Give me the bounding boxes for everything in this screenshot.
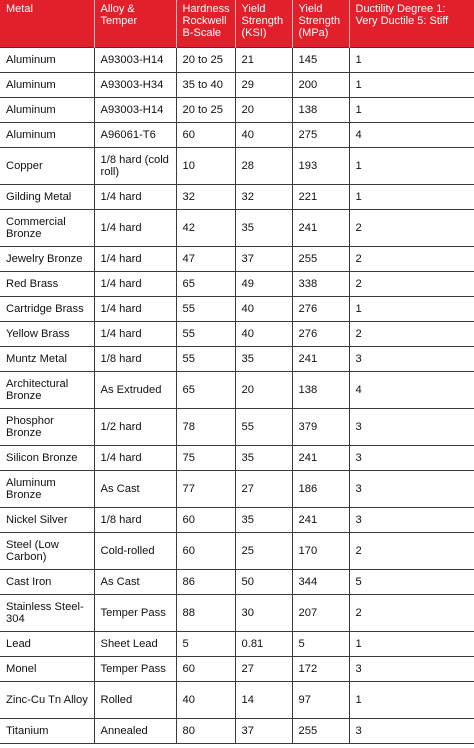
- cell-hardness: 42: [176, 210, 235, 247]
- cell-yield-ksi: 40: [235, 297, 292, 322]
- cell-yield-ksi: 40: [235, 123, 292, 148]
- cell-metal: Aluminum: [0, 48, 94, 73]
- header-metal: Metal: [0, 0, 94, 48]
- cell-ductility: 2: [349, 272, 474, 297]
- cell-yield-mpa: 344: [292, 570, 349, 595]
- cell-metal: Yellow Brass: [0, 322, 94, 347]
- cell-metal: Lead: [0, 632, 94, 657]
- table-row: [0, 272, 474, 297]
- cell-alloy-temper: Annealed: [94, 719, 176, 744]
- cell-yield-mpa: 145: [292, 48, 349, 73]
- cell-metal: Commercial Bronze: [0, 210, 94, 247]
- cell-ductility: 5: [349, 570, 474, 595]
- cell-yield-ksi: 30: [235, 595, 292, 632]
- cell-alloy-temper: Rolled: [94, 682, 176, 719]
- cell-ductility: 3: [349, 719, 474, 744]
- table-body: [0, 48, 474, 744]
- cell-ductility: 4: [349, 123, 474, 148]
- cell-metal: Aluminum: [0, 98, 94, 123]
- cell-hardness: 80: [176, 719, 235, 744]
- cell-alloy-temper: 1/8 hard: [94, 347, 176, 372]
- cell-alloy-temper: A93003-H14: [94, 98, 176, 123]
- header-alloy-temper: Alloy & Temper: [94, 0, 176, 48]
- cell-yield-mpa: 186: [292, 471, 349, 508]
- cell-metal: Monel: [0, 657, 94, 682]
- cell-yield-mpa: 241: [292, 347, 349, 372]
- cell-yield-ksi: 20: [235, 98, 292, 123]
- cell-metal: Gilding Metal: [0, 185, 94, 210]
- cell-hardness: 75: [176, 446, 235, 471]
- cell-yield-mpa: 241: [292, 446, 349, 471]
- cell-hardness: 10: [176, 148, 235, 185]
- cell-yield-ksi: 35: [235, 508, 292, 533]
- table-row: [0, 446, 474, 471]
- cell-alloy-temper: Sheet Lead: [94, 632, 176, 657]
- cell-metal: Architectural Bronze: [0, 372, 94, 409]
- cell-alloy-temper: Temper Pass: [94, 595, 176, 632]
- cell-yield-ksi: 50: [235, 570, 292, 595]
- cell-metal: Aluminum: [0, 73, 94, 98]
- cell-ductility: 4: [349, 372, 474, 409]
- cell-hardness: 55: [176, 297, 235, 322]
- cell-alloy-temper: 1/4 hard: [94, 272, 176, 297]
- cell-yield-ksi: 40: [235, 322, 292, 347]
- table-row: [0, 185, 474, 210]
- table-header: [0, 0, 474, 48]
- cell-ductility: 3: [349, 508, 474, 533]
- cell-alloy-temper: A93003-H14: [94, 48, 176, 73]
- table-row: [0, 148, 474, 185]
- cell-metal: Cartridge Brass: [0, 297, 94, 322]
- cell-yield-mpa: 170: [292, 533, 349, 570]
- cell-alloy-temper: 1/4 hard: [94, 322, 176, 347]
- table-row: [0, 632, 474, 657]
- cell-yield-ksi: 32: [235, 185, 292, 210]
- table-row: [0, 657, 474, 682]
- header-yield-ksi: Yield Strength (KSI): [235, 0, 292, 48]
- cell-yield-mpa: 275: [292, 123, 349, 148]
- cell-yield-ksi: 29: [235, 73, 292, 98]
- cell-yield-mpa: 138: [292, 98, 349, 123]
- table-row: [0, 322, 474, 347]
- table-row: [0, 409, 474, 446]
- cell-metal: Cast Iron: [0, 570, 94, 595]
- cell-hardness: 20 to 25: [176, 98, 235, 123]
- table-row: [0, 347, 474, 372]
- cell-yield-ksi: 28: [235, 148, 292, 185]
- cell-yield-ksi: 49: [235, 272, 292, 297]
- cell-metal: Aluminum: [0, 123, 94, 148]
- cell-hardness: 60: [176, 508, 235, 533]
- cell-metal: Titanium: [0, 719, 94, 744]
- cell-hardness: 5: [176, 632, 235, 657]
- cell-yield-ksi: 35: [235, 347, 292, 372]
- table-row: [0, 98, 474, 123]
- cell-metal: Steel (Low Carbon): [0, 533, 94, 570]
- header-yield-mpa: Yield Strength (MPa): [292, 0, 349, 48]
- cell-yield-mpa: 379: [292, 409, 349, 446]
- cell-alloy-temper: Temper Pass: [94, 657, 176, 682]
- cell-hardness: 35 to 40: [176, 73, 235, 98]
- cell-yield-mpa: 5: [292, 632, 349, 657]
- cell-yield-mpa: 97: [292, 682, 349, 719]
- header-row: [0, 0, 474, 48]
- cell-ductility: 3: [349, 446, 474, 471]
- cell-yield-mpa: 193: [292, 148, 349, 185]
- table-row: [0, 73, 474, 98]
- cell-hardness: 65: [176, 372, 235, 409]
- cell-yield-mpa: 255: [292, 247, 349, 272]
- cell-ductility: 3: [349, 409, 474, 446]
- cell-alloy-temper: 1/8 hard (cold roll): [94, 148, 176, 185]
- cell-hardness: 55: [176, 347, 235, 372]
- cell-yield-mpa: 276: [292, 297, 349, 322]
- cell-metal: Stainless Steel-304: [0, 595, 94, 632]
- cell-yield-ksi: 14: [235, 682, 292, 719]
- cell-alloy-temper: As Extruded: [94, 372, 176, 409]
- cell-ductility: 2: [349, 595, 474, 632]
- cell-hardness: 47: [176, 247, 235, 272]
- cell-yield-mpa: 138: [292, 372, 349, 409]
- cell-yield-mpa: 200: [292, 73, 349, 98]
- cell-ductility: 1: [349, 73, 474, 98]
- table-row: [0, 570, 474, 595]
- cell-metal: Copper: [0, 148, 94, 185]
- table-row: [0, 297, 474, 322]
- cell-ductility: 2: [349, 210, 474, 247]
- cell-hardness: 20 to 25: [176, 48, 235, 73]
- cell-hardness: 60: [176, 123, 235, 148]
- table-row: [0, 123, 474, 148]
- cell-yield-ksi: 21: [235, 48, 292, 73]
- cell-metal: Zinc-Cu Tn Alloy: [0, 682, 94, 719]
- cell-ductility: 3: [349, 471, 474, 508]
- cell-yield-mpa: 221: [292, 185, 349, 210]
- cell-yield-mpa: 172: [292, 657, 349, 682]
- cell-metal: Phosphor Bronze: [0, 409, 94, 446]
- cell-yield-mpa: 241: [292, 508, 349, 533]
- cell-yield-ksi: 35: [235, 210, 292, 247]
- table-row: [0, 508, 474, 533]
- table-row: [0, 210, 474, 247]
- cell-yield-mpa: 207: [292, 595, 349, 632]
- cell-yield-mpa: 241: [292, 210, 349, 247]
- cell-ductility: 2: [349, 533, 474, 570]
- table-row: [0, 682, 474, 719]
- cell-alloy-temper: 1/4 hard: [94, 185, 176, 210]
- cell-ductility: 3: [349, 347, 474, 372]
- cell-alloy-temper: 1/4 hard: [94, 297, 176, 322]
- table-row: [0, 595, 474, 632]
- cell-yield-ksi: 27: [235, 657, 292, 682]
- cell-alloy-temper: 1/4 hard: [94, 247, 176, 272]
- header-ductility: Ductility Degree 1: Very Ductile 5: Stiff: [349, 0, 474, 48]
- cell-metal: Aluminum Bronze: [0, 471, 94, 508]
- cell-alloy-temper: 1/2 hard: [94, 409, 176, 446]
- cell-hardness: 86: [176, 570, 235, 595]
- cell-hardness: 88: [176, 595, 235, 632]
- cell-alloy-temper: 1/4 hard: [94, 446, 176, 471]
- cell-alloy-temper: Cold-rolled: [94, 533, 176, 570]
- cell-metal: Red Brass: [0, 272, 94, 297]
- cell-yield-ksi: 0.81: [235, 632, 292, 657]
- cell-yield-ksi: 55: [235, 409, 292, 446]
- cell-yield-ksi: 37: [235, 719, 292, 744]
- table-row: [0, 247, 474, 272]
- cell-yield-ksi: 25: [235, 533, 292, 570]
- cell-yield-mpa: 255: [292, 719, 349, 744]
- table-row: [0, 372, 474, 409]
- cell-ductility: 2: [349, 322, 474, 347]
- cell-hardness: 55: [176, 322, 235, 347]
- cell-hardness: 32: [176, 185, 235, 210]
- header-hardness: Hardness Rockwell B-Scale: [176, 0, 235, 48]
- cell-yield-ksi: 35: [235, 446, 292, 471]
- cell-alloy-temper: A93003-H34: [94, 73, 176, 98]
- cell-metal: Jewelry Bronze: [0, 247, 94, 272]
- cell-ductility: 1: [349, 682, 474, 719]
- cell-yield-ksi: 37: [235, 247, 292, 272]
- cell-yield-mpa: 338: [292, 272, 349, 297]
- cell-hardness: 78: [176, 409, 235, 446]
- cell-yield-ksi: 27: [235, 471, 292, 508]
- cell-yield-ksi: 20: [235, 372, 292, 409]
- cell-ductility: 2: [349, 247, 474, 272]
- cell-alloy-temper: A96061-T6: [94, 123, 176, 148]
- cell-hardness: 60: [176, 657, 235, 682]
- cell-ductility: 1: [349, 48, 474, 73]
- cell-alloy-temper: 1/4 hard: [94, 210, 176, 247]
- cell-ductility: 1: [349, 632, 474, 657]
- cell-hardness: 60: [176, 533, 235, 570]
- cell-yield-mpa: 276: [292, 322, 349, 347]
- cell-ductility: 1: [349, 185, 474, 210]
- cell-metal: Silicon Bronze: [0, 446, 94, 471]
- cell-metal: Nickel Silver: [0, 508, 94, 533]
- table-row: [0, 48, 474, 73]
- cell-hardness: 40: [176, 682, 235, 719]
- cell-hardness: 77: [176, 471, 235, 508]
- cell-alloy-temper: 1/8 hard: [94, 508, 176, 533]
- cell-ductility: 1: [349, 98, 474, 123]
- cell-alloy-temper: As Cast: [94, 570, 176, 595]
- cell-hardness: 65: [176, 272, 235, 297]
- cell-metal: Muntz Metal: [0, 347, 94, 372]
- table-row: [0, 533, 474, 570]
- table-row: [0, 719, 474, 744]
- cell-ductility: 3: [349, 657, 474, 682]
- cell-ductility: 1: [349, 297, 474, 322]
- table-row: [0, 471, 474, 508]
- cell-alloy-temper: As Cast: [94, 471, 176, 508]
- cell-ductility: 1: [349, 148, 474, 185]
